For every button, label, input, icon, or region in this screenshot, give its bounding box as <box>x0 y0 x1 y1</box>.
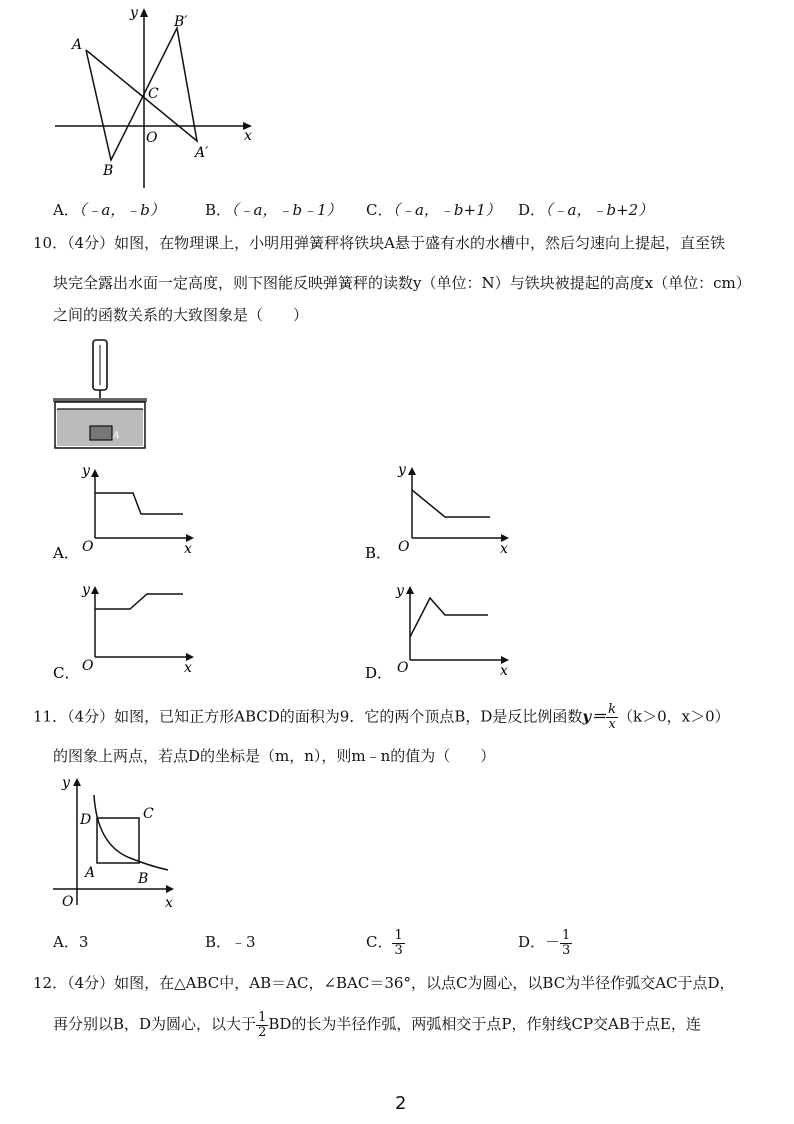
q9-option-a-text: （﹣a，﹣b） <box>78 201 165 219</box>
q12-text-2-post: BD的长为半径作弧，两弧相交于点P，作射线CP交AB于点E，连 <box>268 1015 701 1033</box>
q10-graph-a-letter: A． <box>53 544 79 562</box>
q9-label-x: x <box>244 128 252 144</box>
q9-label-y: y <box>130 5 138 21</box>
q10-line-2: 块完全露出水面一定高度，则下图能反映弹簧秤的读数y（单位：N）与铁块被提起的高度x（单位：cm） <box>53 274 751 292</box>
q11-option-b-text: ﹣3 <box>231 933 256 951</box>
q9-label-Bprime: B′ <box>174 14 188 30</box>
q9-option-a <box>53 200 165 220</box>
q11-hyperbola-curve <box>94 795 168 870</box>
q9-option-b-text: （﹣a，﹣b﹣1） <box>231 201 342 219</box>
q11-frac-num: k <box>608 702 616 717</box>
q11-option-c-fraction <box>392 929 404 958</box>
q11-option-a-letter: A． <box>53 933 79 951</box>
q11-label-C: C <box>143 806 154 822</box>
q10-graph-a-curve <box>95 493 183 514</box>
q10-graph-b-x: x <box>500 541 508 557</box>
q10-graph-d <box>362 575 522 685</box>
q11-number: 11． <box>33 707 68 726</box>
page-number: 2 <box>395 1093 407 1114</box>
q11-option-d-fraction <box>560 929 572 958</box>
q10-graph-b <box>362 455 522 570</box>
q12-frac-den: 2 <box>258 1024 267 1040</box>
q11-option-b <box>205 932 256 952</box>
q11-label-x: x <box>165 895 173 911</box>
q9-option-c-letter: C． <box>366 201 393 219</box>
q10-graph-c-letter: C． <box>53 664 80 682</box>
q11-option-a <box>53 932 88 952</box>
q9-option-b <box>205 200 342 220</box>
q10-text-1: （4分）如图，在物理课上，小明用弹簧秤将铁块A悬于盛有水的水槽中，然后匀速向上提起，直至铁 <box>67 234 725 252</box>
q11-option-c-letter: C． <box>366 933 393 951</box>
q10-graph-c <box>50 575 200 685</box>
q12-text-1: （4分）如图，在△ABC中，AB＝AC，∠BAC＝36°，以点C为圆心，以BC为半径作弧交AC于点D， <box>67 974 735 992</box>
q11-option-d-num: 1 <box>562 927 571 943</box>
q11-option-d-letter: D． <box>518 933 546 951</box>
q10-graph-d-x: x <box>500 663 508 679</box>
q11-option-d-sign: － <box>545 933 561 951</box>
q11-text-post: （k＞0，x＞0） <box>617 707 730 726</box>
q11-func-fraction <box>606 703 618 732</box>
q10-graph-a-o: O <box>82 539 94 555</box>
q11-option-d <box>518 926 572 958</box>
q11-option-c <box>366 926 405 958</box>
q12-text-2-pre: 再分别以B，D为圆心，以大于 <box>53 1015 257 1033</box>
q11-option-c-den: 3 <box>394 942 403 958</box>
q11-option-b-letter: B． <box>205 933 232 951</box>
q9-label-Aprime: A′ <box>195 145 209 161</box>
q9-option-b-letter: B． <box>205 201 232 219</box>
q9-option-d <box>518 200 653 220</box>
q11-func-lhs: y＝ <box>582 707 607 726</box>
q12-number: 12． <box>33 974 68 992</box>
q11-line-2: 的图象上两点，若点D的坐标是（m，n），则m﹣n的值为（ ） <box>53 747 496 765</box>
q10-graph-c-x: x <box>184 660 192 676</box>
q9-label-C: C <box>148 86 159 102</box>
q11-label-B: B <box>138 871 149 887</box>
q12-fraction <box>256 1011 268 1040</box>
q10-graph-a <box>50 460 200 570</box>
q9-option-d-text: （﹣a，﹣b+2） <box>545 201 654 219</box>
q9-option-c <box>366 200 501 220</box>
q12-line-1 <box>33 973 735 993</box>
q10-graph-a-y: y <box>82 463 90 479</box>
q11-option-d-den: 3 <box>562 942 571 958</box>
q10-line-3: 之间的函数关系的大致图象是（ ） <box>53 306 309 324</box>
q10-graph-c-o: O <box>82 658 94 674</box>
q11-label-O: O <box>62 894 74 910</box>
q11-line-1 <box>33 703 730 732</box>
q11-text-pre: （4分）如图，已知正方形ABCD的面积为9．它的两个顶点B，D是反比例函数 <box>67 707 583 726</box>
q11-square-hyperbola-figure <box>50 768 190 913</box>
q12-frac-num: 1 <box>258 1009 267 1025</box>
q10-graph-a-x: x <box>184 541 192 557</box>
q9-option-c-text: （﹣a，﹣b+1） <box>392 201 501 219</box>
q10-graph-b-o: O <box>398 539 410 555</box>
q11-frac-den: x <box>608 717 616 732</box>
q10-graph-c-curve <box>95 594 183 609</box>
q10-graph-d-o: O <box>397 660 409 676</box>
q10-graph-b-letter: B． <box>365 544 392 562</box>
q11-label-D: D <box>80 812 92 828</box>
q12-line-2 <box>53 1008 701 1040</box>
q9-label-A: A <box>72 37 83 53</box>
q11-label-y: y <box>62 775 70 791</box>
q11-label-A: A <box>85 865 96 881</box>
q10-graph-d-y: y <box>396 583 404 599</box>
q9-label-O: O <box>146 130 158 146</box>
q10-graph-d-curve <box>410 598 488 637</box>
q10-graph-b-y: y <box>398 462 406 478</box>
q9-option-a-letter: A． <box>53 201 79 219</box>
q10-graph-d-letter: D． <box>365 664 393 682</box>
q10-block-label: A <box>113 431 120 441</box>
q11-option-a-text: 3 <box>78 933 89 951</box>
q9-coordinate-figure <box>40 0 270 195</box>
q10-number: 10． <box>33 234 68 252</box>
q10-graph-b-curve <box>412 490 490 517</box>
q11-option-c-num: 1 <box>394 927 403 943</box>
q9-label-B: B <box>103 163 114 179</box>
q9-option-d-letter: D． <box>518 201 546 219</box>
q11-square <box>97 818 139 863</box>
q10-line-1 <box>33 233 725 253</box>
q10-graph-c-y: y <box>82 582 90 598</box>
q10-spring-scale-illustration <box>50 338 150 450</box>
